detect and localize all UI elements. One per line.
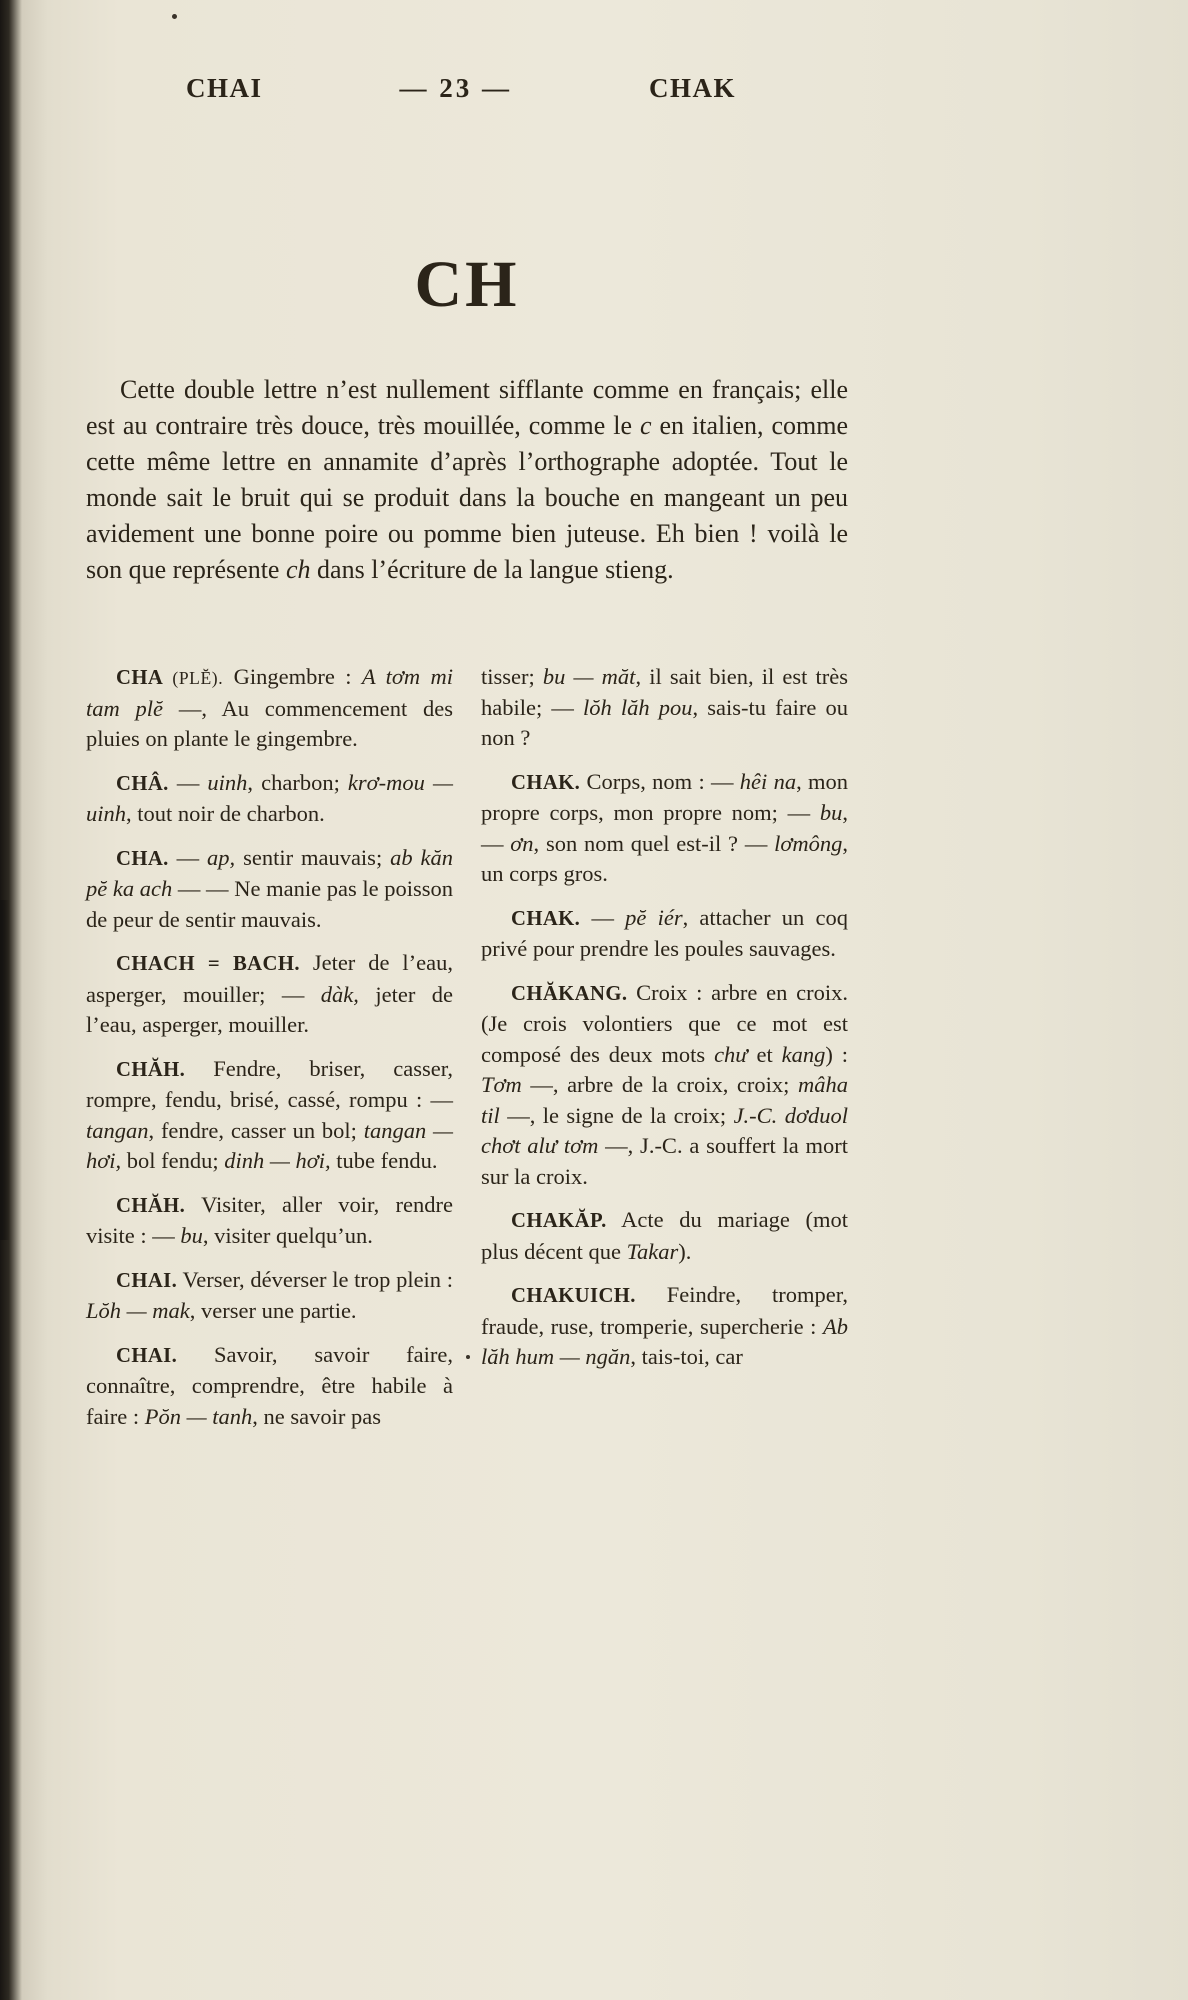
left-column [86,662,453,1445]
text-block [86,72,848,1445]
dictionary-entry: CHAKĂP. Acte du mariage (mot plus décent que Takar). [481,1207,848,1264]
page-number: — 23 — [399,73,512,103]
dictionary-entry-continuation: tisser; bu — măt, il sait bien, il est très habile; — lŏh lăh pou, sais-tu faire ou non ? [481,664,848,750]
dictionary-entry: CHACH = BACH. Jeter de l’eau, asperger, mouiller; — dàk, jeter de l’eau, asperger, mouiller. [86,950,453,1037]
dictionary-entry: CHAK. — pĕ iér, attacher un coq privé pour prendre les poules sauvages. [481,904,848,961]
dictionary-entry: CHAKUICH. Feindre, tromper, fraude, ruse, tromperie, supercherie : Ab lăh hum — ngăn, tais-toi, car [481,1282,848,1369]
dictionary-entry: CHĂKANG. Croix : arbre en croix. (Je crois volontiers que ce mot est composé des deux mots chư et kang) : Tơm —, arbre de la croix, croix; mâha til —, le signe de la croix; J.-C. dơduol chơt alư tơm —, J.-C. a souffert la mort sur la croix. [481,979,848,1189]
section-title: CH [414,248,520,321]
binding-streak [0,900,10,1240]
intro-paragraph: Cette double lettre n’est nullement sifflante comme en français; elle est au contraire très douce, très mouillée, comme le c en italien, comme cette même lettre en annamite d’après l’orthographe adoptée. Tout le monde sait le bruit qui se produit dans la bouche en mangeant un peu avidement une bonne poire ou pomme bien juteuse. Eh bien ! voilà le son que représente ch dans l’écriture de la langue stieng. [86,375,849,584]
dictionary-entry: CHA (PLĔ). Gingembre : A tơm mi tam plĕ —, Au commencement des pluies on plante le gingembre. [86,664,453,751]
dictionary-columns [86,662,848,1445]
dictionary-entry: CHAI. Verser, déverser le trop plein : Lŏh — mak, verser une partie. [86,1266,453,1323]
right-column [481,662,848,1445]
page-blemish [172,14,177,19]
running-head-left: CHAI [186,73,263,103]
dictionary-entry: CHA. — ap, sentir mauvais; ab kăn pĕ ka ach — — Ne manie pas le poisson de peur de sentir mauvais. [86,844,453,932]
dictionary-entry: CHĂH. Fendre, briser, casser, rompre, fendu, brisé, cassé, rompu : — tangan, fendre, casser un bol; tangan — hơi, bol fendu; dinh — hơi, tube fendu. [86,1055,453,1173]
dictionary-entry: CHĂH. Visiter, aller voir, rendre visite : — bu, visiter quelqu’un. [86,1191,453,1248]
dictionary-entry: CHAI. Savoir, savoir faire, connaître, comprendre, être habile à faire : Pŏn — tanh, ne savoir pas [86,1341,453,1429]
running-head [86,72,848,104]
dictionary-entry: CHÂ. — uinh, charbon; krơ-mou — uinh, tout noir de charbon. [86,769,453,826]
running-head-right: CHAK [648,73,736,103]
dictionary-entry: CHAK. Corps, nom : — hêi na, mon propre corps, mon propre nom; — bu, — ơn, son nom quel est-il ? — lơmông, un corps gros. [481,768,848,886]
